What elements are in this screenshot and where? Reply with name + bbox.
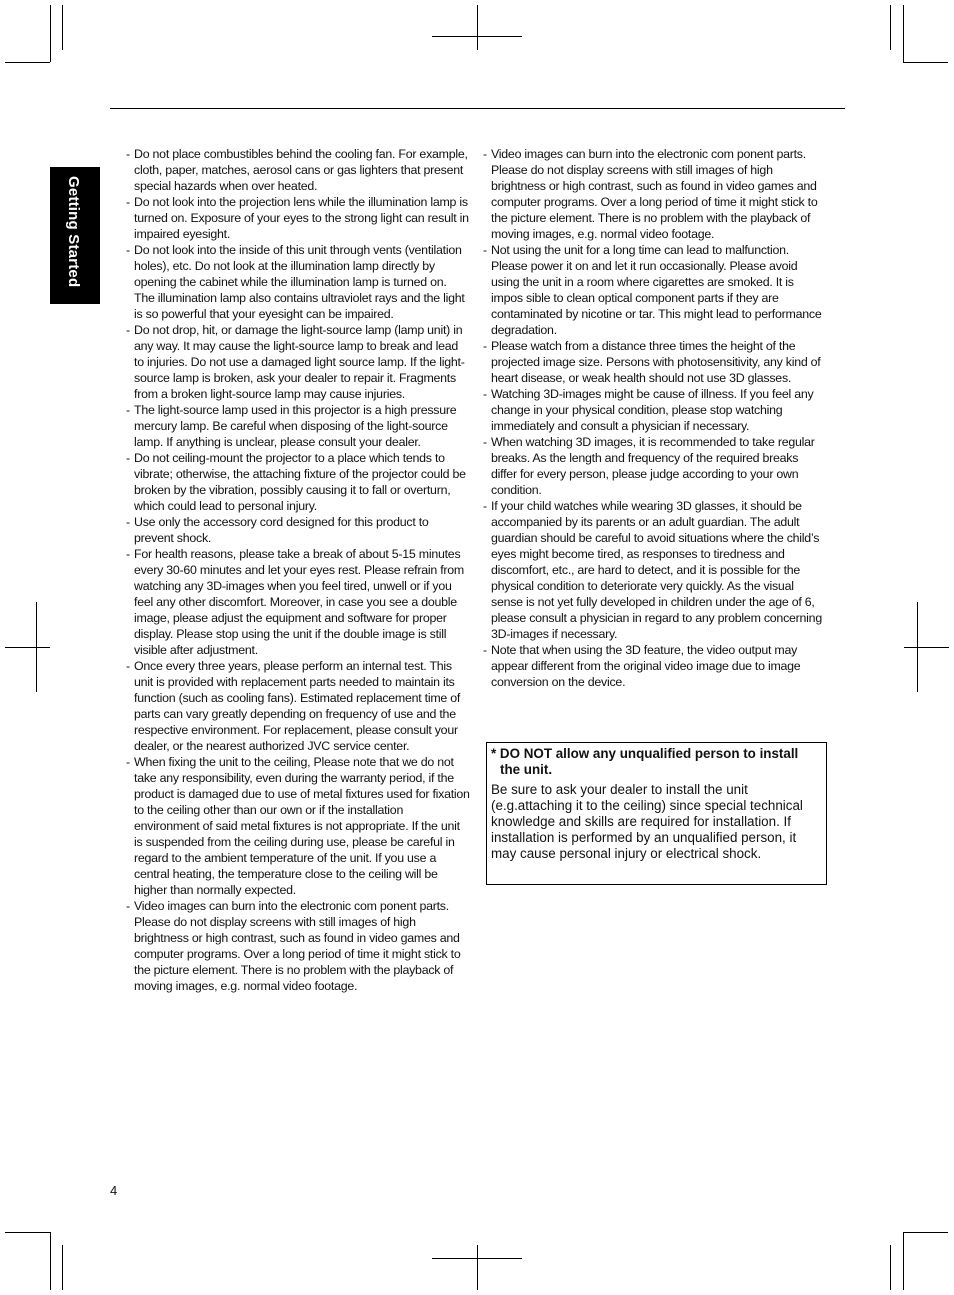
list-item: - Use only the accessory cord designed for this product to prevent shock. — [126, 514, 470, 546]
warning-list-right — [483, 146, 823, 690]
warning-list-left — [126, 146, 470, 994]
list-item: - Not using the unit for a long time can lead to malfunction. Please power it on and let it run occasionally. Please avoid using the unit in a room where cigarettes are smoked. It is impos sible to clean optical component parts if they are contaminated by nicotine or tar. This might lead to performance degradation. — [483, 242, 823, 338]
list-item: - Do not look into the projection lens while the illumination lamp is turned on. Exposure of your eyes to the strong light can result in impaired eyesight. — [126, 194, 470, 242]
list-item: - Watching 3D-images might be cause of illness. If you feel any change in your physical condition, please stop watching immediately and consult a physician if necessary. — [483, 386, 823, 434]
notice-title: * DO NOT allow any unqualified person to install the unit. — [491, 746, 799, 777]
list-item: - Note that when using the 3D feature, the video output may appear different from the original video image due to image conversion on the device. — [483, 642, 823, 690]
section-tab-label: Getting Started — [65, 176, 82, 288]
list-item: - Once every three years, please perform an internal test. This unit is provided with replacement parts needed to maintain its function (such as cooling fans). Estimated replacement time of parts can vary greatly depending on frequency of use and the respective environment. For replacement, please consult your dealer, or the nearest authorized JVC service center. — [126, 658, 470, 754]
list-item: - Do not place combustibles behind the cooling fan. For example, cloth, paper, matches, aerosol cans or gas lighters that present special hazards when over heated. — [126, 146, 470, 194]
list-item: - For health reasons, please take a break of about 5-15 minutes every 30-60 minutes and let your eyes rest. Please refrain from watching any 3D-images when you feel tired, unwell or if you feel any other discomfort. Moreover, in case you see a double image, please adjust the equipment and software for proper display. Please stop using the unit if the double image is still visible after adjustment. — [126, 546, 470, 658]
list-item: - If your child watches while wearing 3D glasses, it should be accompanied by its parents or an adult guardian. The adult guardian should be careful to avoid situations where the child’s eyes might become tired, as responses to tiredness and discomfort, etc., are hard to detect, and it is possible for the physical condition to deteriorate very quickly. As the visual sense is not yet fully developed in children under the age of 6, please consult a physician in regard to any problem concerning 3D-images if necessary. — [483, 498, 823, 642]
list-item: - Please watch from a distance three times the height of the projected image size. Persons with photosensitivity, any kind of heart disease, or weak health should not use 3D glasses. — [483, 338, 823, 386]
list-item: - When watching 3D images, it is recommended to take regular breaks. As the length and frequency of the required breaks differ for every person, please judge according to your own condition. — [483, 434, 823, 498]
right-column — [483, 146, 823, 690]
notice-body: Be sure to ask your dealer to install the unit (e.g.attaching it to the ceiling) since special technical knowledge and skills are required for installation. If installation is performed by an unqualified person, it may cause personal injury or electrical shock. — [491, 782, 803, 861]
section-tab — [50, 167, 100, 304]
list-item: - Video images can burn into the electronic com ponent parts. Please do not display screens with still images of high brightness or high contrast, such as found in video games and computer programs. Over a long period of time it might stick to the picture element. There is no problem with the playback of moving images, e.g. normal video footage. — [126, 898, 470, 994]
list-item: - Do not drop, hit, or damage the light-source lamp (lamp unit) in any way. It may cause the light-source lamp to break and lead to injuries. Do not use a damaged light source lamp. If the light-source lamp is broken, ask your dealer to repair it. Fragments from a broken light-source lamp may cause injuries. — [126, 322, 470, 402]
header-rule — [110, 108, 845, 109]
list-item: - When fixing the unit to the ceiling, Please note that we do not take any responsibility, even during the warranty period, if the product is damaged due to use of metal fixtures used for fixation to the ceiling other than our own or if the installation environment of said metal fixtures is not appropriate. If the unit is suspended from the ceiling during use, please be careful in regard to the ambient temperature of the unit. If you use a central heating, the temperature close to the ceiling will be higher than normally expected. — [126, 754, 470, 898]
list-item: - Do not ceiling-mount the projector to a place which tends to vibrate; otherwise, the attaching fixture of the projector could be broken by the vibration, possibly causing it to fall or overturn, which could lead to personal injury. — [126, 450, 470, 514]
list-item: - Video images can burn into the electronic com ponent parts. Please do not display screens with still images of high brightness or high contrast, such as found in video games and computer programs. Over a long period of time it might stick to the picture element. There is no problem with the playback of moving images, e.g. normal video footage. — [483, 146, 823, 242]
list-item: - Do not look into the inside of this unit through vents (ventilation holes), etc. Do not look at the illumination lamp directly by opening the cabinet while the illumination lamp is turned on. The illumination lamp also contains ultraviolet rays and the light is so powerful that your eyesight can be impaired. — [126, 242, 470, 322]
installation-notice-box — [486, 742, 827, 885]
list-item: - The light-source lamp used in this projector is a high pressure mercury lamp. Be careful when disposing of the light-source lamp. If anything is unclear, please consult your dealer. — [126, 402, 470, 450]
left-column — [126, 146, 470, 994]
page-number: 4 — [110, 1183, 118, 1198]
